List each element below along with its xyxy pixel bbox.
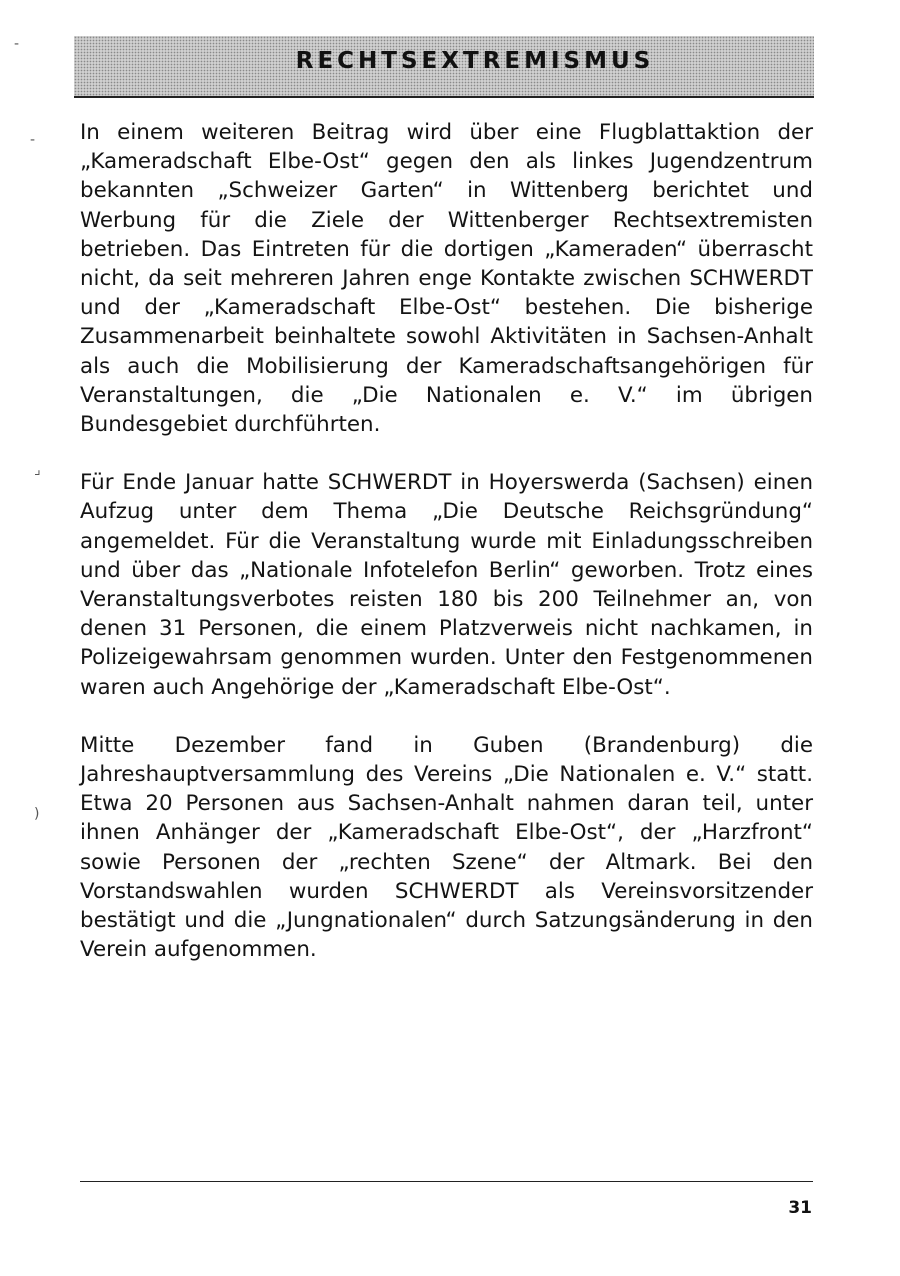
scan-mark: ⌟ xyxy=(34,462,41,478)
article-body xyxy=(80,118,813,993)
paragraph-1: In einem weiteren Beitrag wird über eine Flugblattaktion der „Kameradschaft Elbe-Ost“ gegen den als linkes Jugendzentrum bekannten „Schweizer Garten“ in Wittenberg berichtet und Werbung für die Ziele der Wittenberger Rechtsextremisten betrieben. Das Eintreten für die dortigen „Kameraden“ überrascht nicht, da seit mehreren Jahren enge Kontakte zwischen SCHWERDT und der „Kameradschaft Elbe-Ost“ bestehen. Die bisherige Zusammenarbeit beinhaltete sowohl Aktivitäten in Sachsen-Anhalt als auch die Mobilisierung der Kameradschaftsangehörigen für Veranstaltungen, die „Die Nationalen e. V.“ im übrigen Bundesgebiet durchführten. xyxy=(80,120,813,438)
scan-mark: - xyxy=(14,36,20,52)
paragraph-3: Mitte Dezember fand in Guben (Brandenburg) die Jahreshauptversammlung des Vereins „Die Nationalen e. V.“ statt. Etwa 20 Personen aus Sachsen-Anhalt nahmen daran teil, unter ihnen Anhänger der „Kameradschaft Elbe-Ost“, der „Harzfront“ sowie Personen der „rechten Szene“ der Altmark. Bei den Vorstandswahlen wurden SCHWERDT als Vereinsvorsitzender bestätigt und die „Jungnationalen“ durch Satzungsänderung in den Verein aufgenommen. xyxy=(80,732,813,963)
section-title: RECHTSEXTREMISMUS xyxy=(295,48,655,74)
paragraph-2: Für Ende Januar hatte SCHWERDT in Hoyerswerda (Sachsen) einen Aufzug unter dem Thema „Die Deutsche Reichsgründung“ angemeldet. Für die Veranstaltung wurde mit Einladungsschreiben und über das „Nationale Infotelefon Berlin“ geworben. Trotz eines Veranstaltungsverbotes reisten 180 bis 200 Teilnehmer an, von denen 31 Personen, die einem Platzverweis nicht nachkamen, in Polizeigewahrsam genommen wurden. Unter den Festgenommenen waren auch Angehörige der „Kameradschaft Elbe-Ost“. xyxy=(80,470,813,700)
scan-mark: - xyxy=(30,132,36,148)
scan-mark: ) xyxy=(34,806,40,822)
footer-rule xyxy=(80,1181,813,1182)
page-number: 31 xyxy=(788,1198,812,1218)
